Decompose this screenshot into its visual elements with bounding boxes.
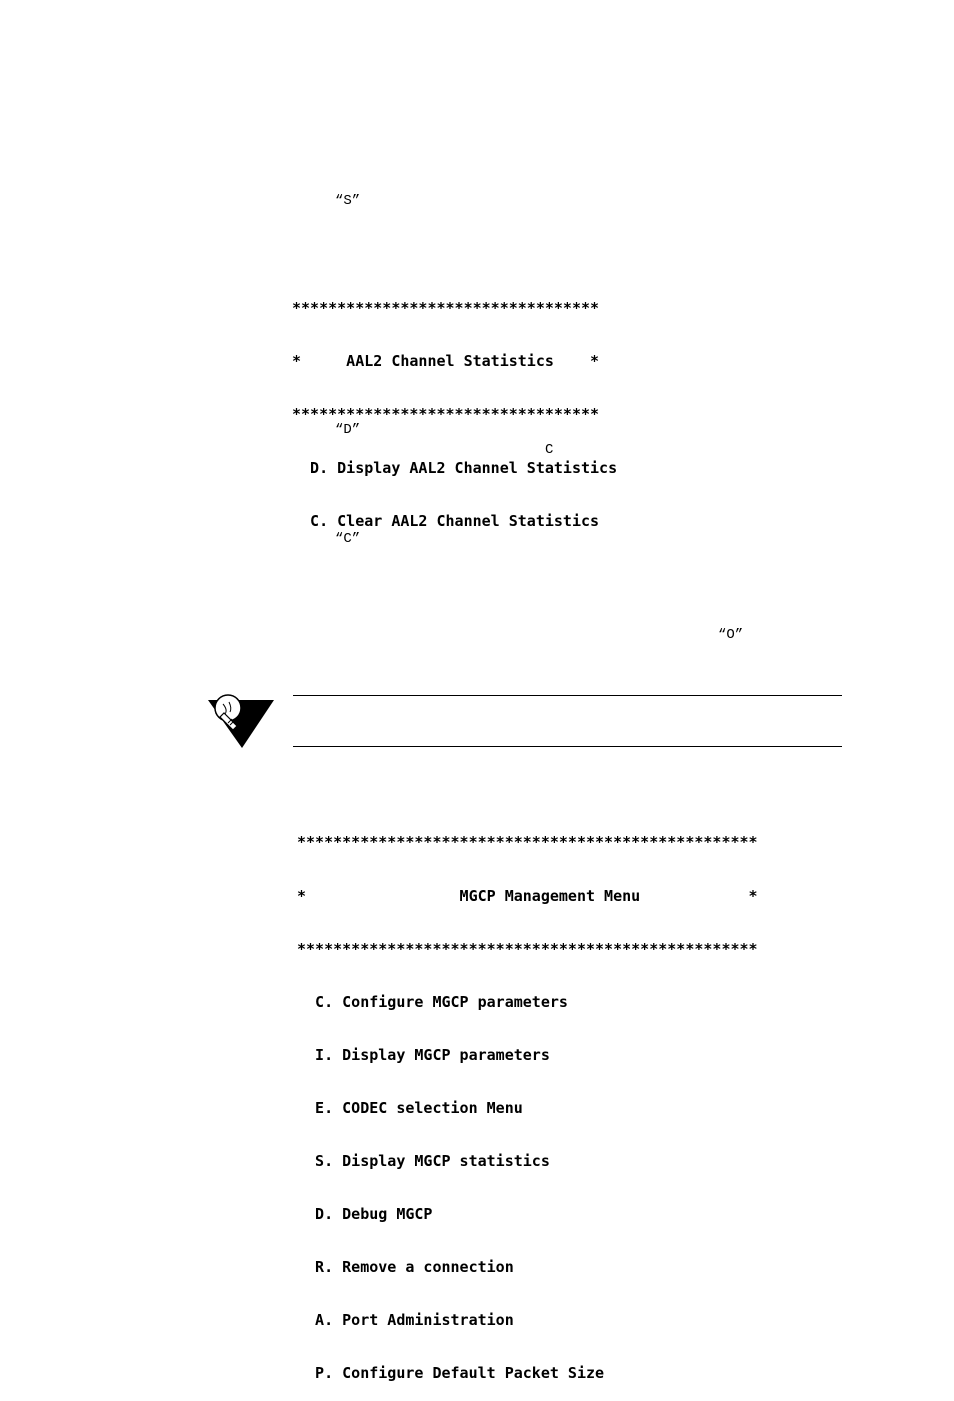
key-d-text: “D” (335, 422, 361, 438)
key-s-text: “S” (335, 193, 361, 209)
mgcp-menu-item-remove-connection: R. Remove a connection (297, 1258, 514, 1277)
aal2-menu-item-clear: C. Clear AAL2 Channel Statistics (292, 512, 600, 531)
aal2-channel-statistics-menu (292, 264, 617, 549)
aal2-menu-border-top: ********************************** (292, 298, 600, 317)
lightbulb-note-icon (206, 690, 276, 752)
mgcp-menu-item-configure: C. Configure MGCP parameters (297, 992, 568, 1011)
mgcp-menu-item-packet-size: P. Configure Default Packet Size (297, 1364, 605, 1383)
key-c-letter-text: C (545, 442, 554, 458)
mgcp-management-menu (297, 799, 758, 1401)
mgcp-menu-item-display-parameters: I. Display MGCP parameters (297, 1045, 550, 1064)
note-top-rule (293, 695, 842, 696)
mgcp-menu-item-statistics: S. Display MGCP statistics (297, 1151, 550, 1170)
aal2-menu-item-display: D. Display AAL2 Channel Statistics (292, 458, 618, 477)
mgcp-menu-title: * MGCP Management Menu * (297, 886, 758, 905)
mgcp-menu-border-bottom: *************************************************** (297, 939, 758, 958)
mgcp-menu-border-top: *************************************************** (297, 833, 758, 852)
note-bottom-rule (293, 746, 842, 747)
mgcp-menu-item-port-administration: A. Port Administration (297, 1311, 514, 1330)
aal2-menu-title: * AAL2 Channel Statistics * (292, 351, 600, 370)
aal2-menu-border-bottom: ********************************** (292, 405, 600, 424)
mgcp-menu-item-codec: E. CODEC selection Menu (297, 1098, 523, 1117)
aal2-menu-clipped-line (292, 369, 652, 377)
mgcp-menu-item-debug: D. Debug MGCP (297, 1205, 433, 1224)
key-o-text: “O” (718, 627, 744, 643)
key-c-text: “C” (335, 531, 361, 547)
